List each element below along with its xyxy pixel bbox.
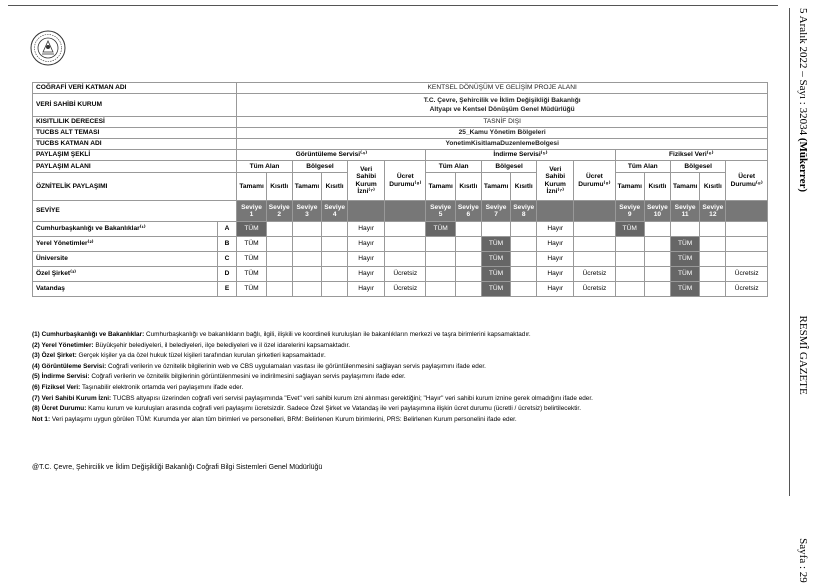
footnote-term: (1) Cumhurbaşkanlığı ve Bakanlıklar: — [32, 331, 145, 338]
kisitli-header: Kısıtlı — [266, 173, 292, 201]
footnote-text: Büyükşehir belediyeleri, il belediyeleri, ilçe belediyeleri ve il özel idarelerini kapsamaktadır. — [93, 341, 351, 349]
table-cell: Ücretsiz — [574, 267, 615, 282]
info-label: COĞRAFİ VERİ KATMAN ADI — [33, 83, 237, 94]
seviye-cell — [670, 201, 699, 222]
table-cell — [511, 252, 537, 267]
tamami-header: Tamamı — [426, 173, 455, 201]
seviye-blank-cell — [726, 201, 768, 222]
table-cell: Hayır — [537, 222, 574, 237]
footnote-text: Veri paylaşımı uygun görülen TÜM: Kurumda yer alan tüm birimleri ve personelleri, BRM: Belirlenen Kurum birimlerini, PRS: Belirlenen Kurum personelini ifade eder. — [50, 415, 517, 423]
seviye-cell — [644, 201, 670, 222]
footnote-text: Coğrafi verilerin ve öznitelik bilgilerinin web ve CBS uygulamaları vasıtası ile görüntülenmesini sağlayan servis paylaşımını ifade eder. — [106, 362, 486, 370]
info-value: KENTSEL DÖNÜŞÜM VE GELİŞİM PROJE ALANI — [237, 83, 768, 94]
info-value: YonetimKisitlamaDuzenlemeBolgesi — [237, 139, 768, 150]
table-cell — [426, 282, 455, 297]
table-cell — [455, 252, 481, 267]
table-cell — [615, 282, 644, 297]
side-rule — [789, 8, 790, 496]
footnote — [32, 372, 772, 383]
footnote-term: (6) Fiziksel Veri: — [32, 383, 81, 391]
info-label: KISITLILIK DERECESİ — [33, 117, 237, 128]
footnote-text: TUCBS altyapısı üzerinden coğrafi veri servisi paylaşımında "Evet" veri sahibi kurum izni alınması gerektiğini; "Hayır" veri sahibi kurum iznine gerek olmadığını ifade eder. — [111, 394, 593, 402]
seviye-word: Seviye — [296, 203, 318, 211]
info-value-line2: Altyapı ve Kentsel Dönüşüm Genel Müdürlüğü — [429, 106, 575, 113]
tamami-header: Tamamı — [237, 173, 266, 201]
seviye-cell — [511, 201, 537, 222]
footnote — [32, 394, 772, 405]
table-cell: Ücretsiz — [385, 267, 426, 282]
table-cell — [385, 222, 426, 237]
footnote — [32, 351, 772, 362]
seviye-cell — [700, 201, 726, 222]
table-cell — [700, 282, 726, 297]
info-row — [33, 139, 768, 150]
table-cell — [726, 237, 768, 252]
table-cell — [266, 222, 292, 237]
seviye-number: 11 — [681, 211, 689, 218]
paylasim-alani-label: PAYLAŞIM ALANI — [33, 161, 237, 173]
table-row — [33, 237, 768, 252]
table-cell — [700, 237, 726, 252]
table-cell — [322, 282, 348, 297]
kisitli-header: Kısıtlı — [700, 173, 726, 201]
info-row — [33, 94, 768, 117]
footnote-term: (4) Görüntüleme Servisi: — [32, 362, 107, 370]
seviye-word: Seviye — [324, 203, 346, 211]
table-cell — [292, 252, 321, 267]
row-label: Yerel Yönetimler⁽²⁾ — [33, 237, 218, 252]
seviye-cell — [237, 201, 266, 222]
table-cell: Hayır — [537, 252, 574, 267]
seviye-word: Seviye — [430, 203, 452, 211]
table-cell — [455, 282, 481, 297]
seviye-cell — [455, 201, 481, 222]
gazette-date-issue: 5 Aralık 2022 – Sayı : 32034 — [797, 8, 809, 138]
table-cell: TÜM — [237, 237, 266, 252]
footnote-text: Gerçek kişiler ya da özel hukuk tüzel kişileri tarafından kurulan şirketleri kapsamaktadır. — [76, 352, 326, 360]
table-cell: Ücretsiz — [385, 282, 426, 297]
service-header-goruntuleme: Görüntüleme Servisi⁽⁴⁾ — [237, 150, 426, 161]
bolgesel-header: Bölgesel — [292, 161, 347, 173]
table-cell — [426, 237, 455, 252]
seviye-word: Seviye — [513, 203, 535, 211]
footnote — [32, 330, 772, 341]
footnote-term: (7) Veri Sahibi Kurum İzni: — [32, 394, 112, 402]
footnote-term: (2) Yerel Yönetimler: — [32, 341, 94, 349]
table-cell — [726, 252, 768, 267]
table-cell — [322, 237, 348, 252]
table-cell: TÜM — [426, 222, 455, 237]
table-cell: TÜM — [481, 237, 510, 252]
table-cell — [644, 222, 670, 237]
oznitelik-label: ÖZNİTELİK PAYLAŞIMI — [33, 173, 237, 201]
footnote-text: Taşınabilir elektronik ortamda veri paylaşımını ifade eder. — [80, 383, 244, 391]
row-label: Cumhurbaşkanlığı ve Bakanlıklar⁽¹⁾ — [33, 222, 218, 237]
table-cell — [670, 222, 699, 237]
table-cell — [644, 237, 670, 252]
table-cell — [511, 222, 537, 237]
table-cell — [615, 252, 644, 267]
table-cell — [292, 222, 321, 237]
veri-sahibi-header: Veri Sahibi Kurum İzni⁽⁷⁾ — [348, 161, 385, 201]
tamami-header: Tamamı — [670, 173, 699, 201]
info-label: TUCBS ALT TEMASI — [33, 128, 237, 139]
table-cell: TÜM — [670, 237, 699, 252]
seviye-word: Seviye — [702, 203, 724, 211]
gazette-name: RESMÎ GAZETE — [797, 315, 809, 395]
paylasim-sekli-row — [33, 150, 768, 161]
ministry-seal-logo — [30, 30, 66, 66]
table-cell — [511, 282, 537, 297]
data-sharing-table — [32, 82, 768, 297]
table-cell — [426, 267, 455, 282]
table-row — [33, 282, 768, 297]
ucret-header: Ücret Durumu⁽⁸⁾ — [726, 161, 768, 201]
info-row — [33, 83, 768, 94]
seviye-blank-cell — [537, 201, 574, 222]
table-cell — [644, 282, 670, 297]
table-cell — [644, 252, 670, 267]
table-cell: Hayır — [348, 282, 385, 297]
table-cell — [385, 252, 426, 267]
table-cell — [266, 282, 292, 297]
tamami-header: Tamamı — [615, 173, 644, 201]
table-cell — [426, 252, 455, 267]
table-cell: TÜM — [237, 252, 266, 267]
seviye-word: Seviye — [485, 203, 507, 211]
row-label: Özel Şirket⁽³⁾ — [33, 267, 218, 282]
tum-alan-header: Tüm Alan — [615, 161, 670, 173]
bolgesel-header: Bölgesel — [670, 161, 725, 173]
seviye-number: 6 — [466, 211, 471, 218]
info-value-line1: T.C. Çevre, Şehircilik ve İklim Değişikliği Bakanlığı — [423, 97, 581, 104]
kisitli-header: Kısıtlı — [455, 173, 481, 201]
gazette-side-margin — [789, 8, 811, 583]
table-cell — [511, 237, 537, 252]
table-cell — [574, 237, 615, 252]
row-code: E — [217, 282, 237, 297]
footnote — [32, 362, 772, 373]
table-row — [33, 252, 768, 267]
info-row — [33, 128, 768, 139]
table-cell — [615, 267, 644, 282]
info-value — [237, 94, 768, 117]
seviye-label: SEVİYE — [33, 201, 237, 222]
table-cell — [615, 237, 644, 252]
seviye-word: Seviye — [241, 203, 262, 211]
footnote-text: Coğrafi verilerin ve öznitelik bilgilerinin görüntülenmesini ve indirilmesini sağlayan servis paylaşımını ifade eder. — [89, 373, 406, 381]
info-value: TASNİF DIŞI — [237, 117, 768, 128]
seviye-word: Seviye — [457, 203, 479, 211]
table-cell — [700, 252, 726, 267]
table-cell: Hayır — [348, 237, 385, 252]
table-cell: TÜM — [481, 252, 510, 267]
row-label: Vatandaş — [33, 282, 218, 297]
table-cell: Ücretsiz — [726, 282, 768, 297]
seviye-blank-cell — [348, 201, 385, 222]
table-cell — [511, 267, 537, 282]
table-cell — [574, 222, 615, 237]
footnote — [32, 415, 772, 426]
table-cell — [700, 267, 726, 282]
service-header-indirme: İndirme Servisi⁽⁵⁾ — [426, 150, 615, 161]
footnote — [32, 341, 772, 352]
row-code: B — [217, 237, 237, 252]
footnote-text: Cumhurbaşkanlığı ve bakanlıkların bağlı, ilgili, ilişkili ve koordineli kuruluşları ile bakanlıkların merkezi ve taşra birimlerini kapsamaktadır. — [144, 331, 531, 338]
table-cell: Hayır — [537, 237, 574, 252]
table-cell: Hayır — [348, 222, 385, 237]
table-row — [33, 222, 768, 237]
kisitli-header: Kısıtlı — [322, 173, 348, 201]
table-cell — [726, 222, 768, 237]
seviye-number: 3 — [305, 211, 309, 218]
table-cell: TÜM — [670, 282, 699, 297]
seviye-blank-cell — [385, 201, 426, 222]
tamami-header: Tamamı — [481, 173, 510, 201]
row-code: D — [217, 267, 237, 282]
table-cell: TÜM — [670, 267, 699, 282]
paylasim-sekli-label: PAYLAŞIM ŞEKLİ — [33, 150, 237, 161]
table-cell: Hayır — [537, 267, 574, 282]
table-cell — [455, 222, 481, 237]
table-cell: TÜM — [481, 267, 510, 282]
table-cell — [322, 267, 348, 282]
footnote-term: Not 1: — [32, 415, 51, 423]
footnote-text: Kamu kurum ve kuruluşları arasında coğrafi veri paylaşımı ücretsizdir. Sadece Özel Şirket ve Vatandaş ile veri paylaşımına ilişkin ücret durumu (ücretli / ücretsiz) belirtilecektir. — [86, 405, 581, 413]
table-cell: Hayır — [348, 267, 385, 282]
ucret-header: Ücret Durumu⁽⁸⁾ — [574, 161, 615, 201]
row-code: C — [217, 252, 237, 267]
kisitli-header: Kısıtlı — [644, 173, 670, 201]
gazette-page: Sayfa : 29 — [797, 538, 809, 583]
table-cell — [322, 222, 348, 237]
table-cell: TÜM — [670, 252, 699, 267]
footer-copyright: @T.C. Çevre, Şehircilik ve İklim Değişikliği Bakanlığı Coğrafi Bilgi Sistemleri Genel Müdürlüğü — [32, 464, 323, 471]
seviye-number: 10 — [653, 211, 662, 218]
top-rule — [8, 5, 778, 6]
info-label: VERİ SAHİBİ KURUM — [33, 94, 237, 117]
footnote-term: (3) Özel Şirket: — [32, 352, 77, 360]
table-row — [33, 267, 768, 282]
seviye-cell — [481, 201, 510, 222]
seviye-row — [33, 201, 768, 222]
seviye-cell — [615, 201, 644, 222]
kisitli-header: Kısıtlı — [511, 173, 537, 201]
table-cell: TÜM — [237, 282, 266, 297]
footnote-term: (8) Ücret Durumu: — [32, 405, 87, 413]
table-cell: TÜM — [237, 222, 266, 237]
gazette-mukerrer: (Mükerrer) — [797, 137, 809, 193]
info-row — [33, 117, 768, 128]
table-cell — [292, 282, 321, 297]
table-cell — [574, 252, 615, 267]
table-cell — [266, 267, 292, 282]
table-cell: TÜM — [615, 222, 644, 237]
footnote — [32, 383, 772, 394]
seviye-word: Seviye — [619, 203, 641, 211]
table-cell — [385, 237, 426, 252]
seviye-number: 7 — [494, 211, 498, 218]
table-cell: TÜM — [481, 282, 510, 297]
table-cell — [266, 237, 292, 252]
tum-alan-header: Tüm Alan — [426, 161, 481, 173]
seviye-number: 8 — [521, 211, 526, 218]
service-header-fiziksel: Fiziksel Veri⁽⁶⁾ — [615, 150, 767, 161]
seviye-cell — [322, 201, 348, 222]
table-cell: Hayır — [348, 252, 385, 267]
tamami-header: Tamamı — [292, 173, 321, 201]
footnotes — [32, 330, 772, 425]
seviye-word: Seviye — [268, 203, 290, 211]
seviye-cell — [426, 201, 455, 222]
seviye-cell — [292, 201, 321, 222]
tum-alan-header: Tüm Alan — [237, 161, 292, 173]
seviye-number: 5 — [438, 211, 443, 218]
info-label: TUCBS KATMAN ADI — [33, 139, 237, 150]
footnote-term: (5) İndirme Servisi: — [32, 373, 90, 381]
row-label: Üniversite — [33, 252, 218, 267]
table-cell — [292, 267, 321, 282]
seviye-number: 1 — [249, 211, 254, 218]
seviye-word: Seviye — [674, 203, 696, 211]
table-cell: TÜM — [237, 267, 266, 282]
seviye-number: 4 — [332, 211, 337, 218]
table-cell: Ücretsiz — [726, 267, 768, 282]
info-value: 25_Kamu Yönetim Bölgeleri — [237, 128, 768, 139]
seviye-blank-cell — [574, 201, 615, 222]
table-cell — [455, 267, 481, 282]
bolgesel-header: Bölgesel — [481, 161, 536, 173]
veri-sahibi-header: Veri Sahibi Kurum İzni⁽⁷⁾ — [537, 161, 574, 201]
seviye-number: 9 — [627, 211, 632, 218]
ucret-header: Ücret Durumu⁽⁸⁾ — [385, 161, 426, 201]
table-cell — [292, 237, 321, 252]
paylasim-alani-row — [33, 161, 768, 173]
table-cell — [700, 222, 726, 237]
row-code: A — [217, 222, 237, 237]
table-cell — [322, 252, 348, 267]
seviye-number: 2 — [277, 211, 282, 218]
seviye-word: Seviye — [646, 203, 668, 211]
table-cell: Ücretsiz — [574, 282, 615, 297]
table-cell — [644, 267, 670, 282]
table-cell — [266, 252, 292, 267]
seviye-number: 12 — [709, 211, 717, 218]
footnote — [32, 404, 772, 415]
table-cell — [481, 222, 510, 237]
seviye-cell — [266, 201, 292, 222]
table-cell — [455, 237, 481, 252]
table-cell: Hayır — [537, 282, 574, 297]
